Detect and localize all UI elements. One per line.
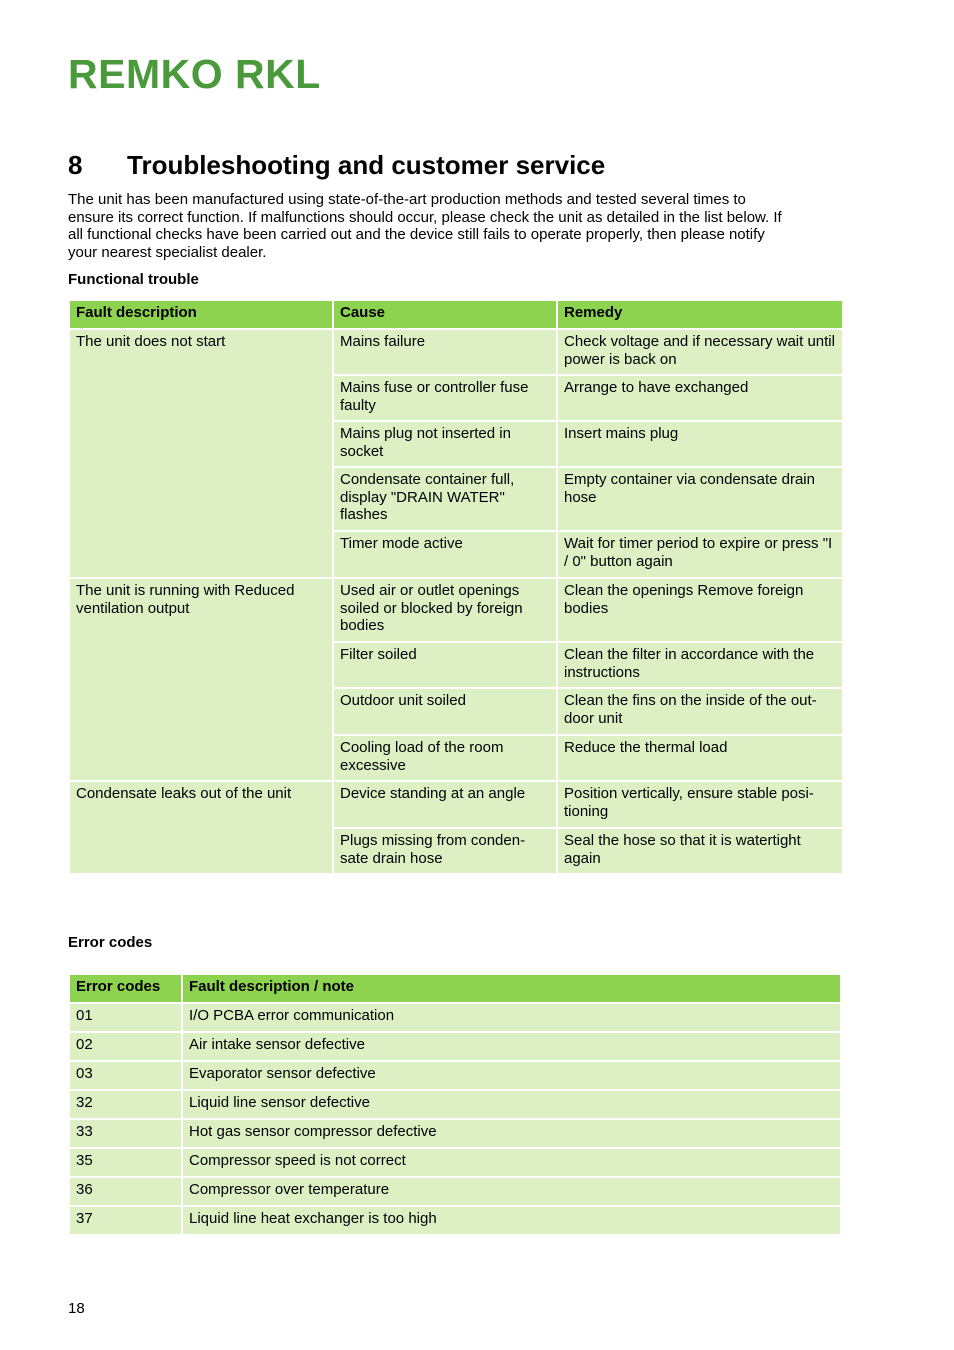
cause-cell: Cooling load of the room excessive: [334, 736, 556, 780]
remedy-cell: Clean the fins on the inside of the out-door unit: [558, 689, 842, 734]
intro-line: your nearest specialist dealer.: [68, 243, 267, 261]
error-code-cell: 36: [70, 1178, 181, 1205]
remedy-cell: Clean the filter in accordance with the instructions: [558, 643, 842, 687]
remedy-cell: Wait for timer period to expire or press "I / 0" button again: [558, 532, 842, 577]
table-header-row: [70, 975, 840, 1002]
remedy-cell: Seal the hose so that it is watertight again: [558, 829, 842, 873]
error-code-cell: 32: [70, 1091, 181, 1118]
page-number: 18: [68, 1300, 85, 1317]
table-row: [70, 1062, 840, 1089]
column-header-fault-note: Fault description / note: [183, 975, 840, 1002]
remedy-cell: Empty container via condensate drain hose: [558, 468, 842, 530]
table-row: [70, 782, 842, 827]
error-code-cell: 01: [70, 1004, 181, 1031]
section-title: Troubleshooting and customer service: [127, 150, 606, 180]
table-row: [70, 1004, 840, 1031]
error-note-cell: Air intake sensor defective: [183, 1033, 840, 1060]
error-code-cell: 35: [70, 1149, 181, 1176]
table-row: [70, 579, 842, 641]
remedy-cell: Arrange to have exchanged: [558, 376, 842, 420]
intro-line: The unit has been manufactured using state-of-the-art production methods and tested several times to: [68, 191, 746, 208]
intro-line: ensure its correct function. If malfunctions should occur, please check the unit as detailed in the list below. If: [68, 208, 782, 226]
error-codes-heading: Error codes: [68, 934, 153, 951]
intro-paragraph: [68, 191, 843, 261]
error-note-cell: Compressor over temperature: [183, 1178, 840, 1205]
error-note-cell: Liquid line heat exchanger is too high: [183, 1207, 840, 1234]
table-header-row: [70, 301, 842, 328]
cause-cell: Mains failure: [334, 330, 556, 374]
table-row: [70, 330, 842, 374]
error-code-cell: 02: [70, 1033, 181, 1060]
section-number: 8: [68, 150, 83, 180]
fault-cell: The unit is running with Reduced ventilation output: [70, 579, 332, 780]
cause-cell: Timer mode active: [334, 532, 556, 577]
error-note-cell: I/O PCBA error communication: [183, 1004, 840, 1031]
column-header-fault: Fault description: [70, 301, 332, 328]
remedy-cell: Check voltage and if necessary wait until power is back on: [558, 330, 842, 374]
column-header-error-code: Error codes: [70, 975, 181, 1002]
column-header-remedy: Remedy: [558, 301, 842, 328]
table-row: [70, 1091, 840, 1118]
cause-cell: Used air or outlet openings soiled or blocked by foreign bodies: [334, 579, 556, 641]
error-code-cell: 37: [70, 1207, 181, 1234]
table-row: [70, 1178, 840, 1205]
brand-title: REMKO RKL: [68, 51, 321, 97]
error-codes-table: [68, 973, 842, 1236]
error-note-cell: Hot gas sensor compressor defective: [183, 1120, 840, 1147]
error-note-cell: Liquid line sensor defective: [183, 1091, 840, 1118]
cause-cell: Device standing at an angle: [334, 782, 556, 827]
column-header-cause: Cause: [334, 301, 556, 328]
cause-cell: Plugs missing from conden-sate drain hose: [334, 829, 556, 873]
cause-cell: Outdoor unit soiled: [334, 689, 556, 734]
error-code-cell: 33: [70, 1120, 181, 1147]
remedy-cell: Insert mains plug: [558, 422, 842, 466]
table-row: [70, 1207, 840, 1234]
intro-line: all functional checks have been carried out and the device still fails to operate properly, then please notify: [68, 226, 765, 244]
remedy-cell: Reduce the thermal load: [558, 736, 842, 780]
table-row: [70, 1033, 840, 1060]
remedy-cell: Position vertically, ensure stable posi-tioning: [558, 782, 842, 827]
cause-cell: Condensate container full, display "DRAIN WATER" flashes: [334, 468, 556, 530]
table-row: [70, 1149, 840, 1176]
error-code-cell: 03: [70, 1062, 181, 1089]
error-note-cell: Evaporator sensor defective: [183, 1062, 840, 1089]
fault-cell: The unit does not start: [70, 330, 332, 577]
remedy-cell: Clean the openings Remove foreign bodies: [558, 579, 842, 641]
fault-cell: Condensate leaks out of the unit: [70, 782, 332, 873]
functional-trouble-heading: Functional trouble: [68, 271, 199, 288]
table-row: [70, 1120, 840, 1147]
cause-cell: Mains plug not inserted in socket: [334, 422, 556, 466]
cause-cell: Mains fuse or controller fuse faulty: [334, 376, 556, 420]
section-heading: [68, 150, 605, 180]
functional-trouble-table: [68, 299, 844, 875]
cause-cell: Filter soiled: [334, 643, 556, 687]
error-note-cell: Compressor speed is not correct: [183, 1149, 840, 1176]
